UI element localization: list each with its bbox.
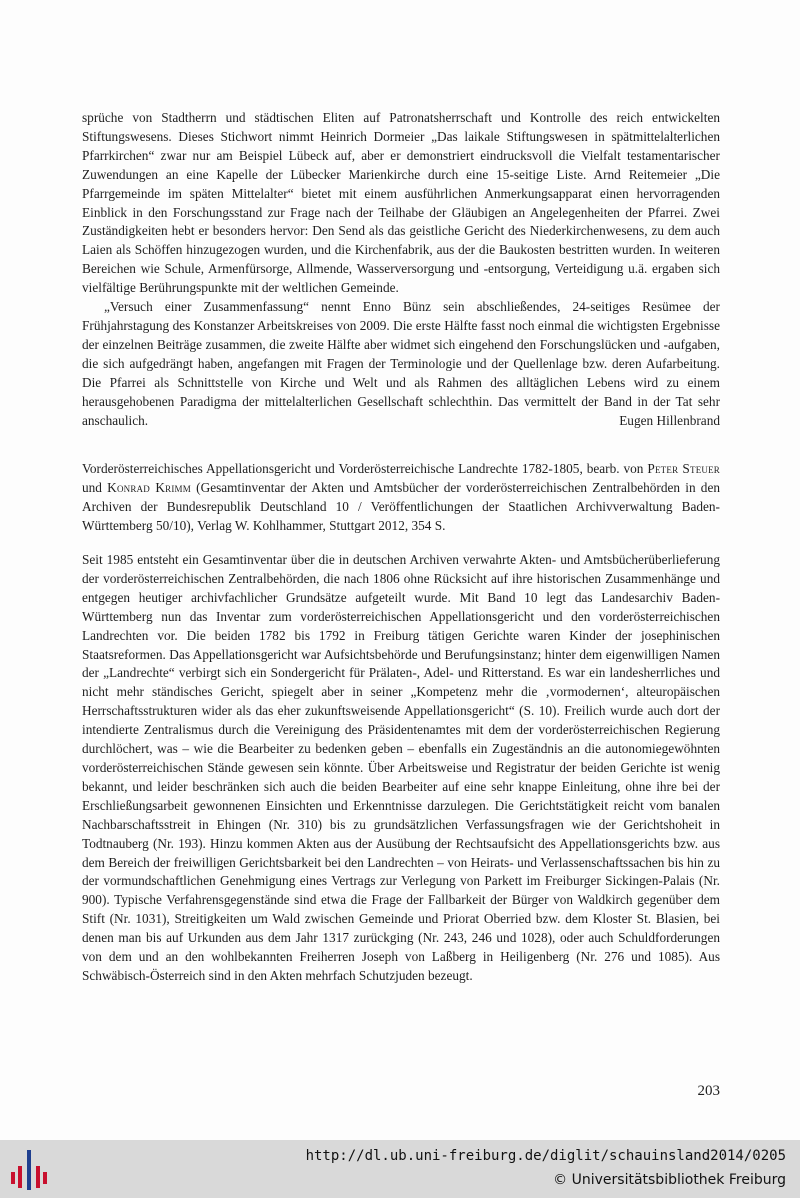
viewer-footer bbox=[0, 1140, 800, 1198]
page-number: 203 bbox=[697, 1083, 720, 1099]
paragraph-2: „Versuch einer Zusammenfassung“ nennt Enno Bünz sein abschließendes, 24-seitiges Resümee der Frühjahrstagung des Konstanzer Arbeitskreises von 2009. Die erste Hälfte fasst noch einmal die wichtigsten Ergebnisse der einzelnen Beiträge zusammen, die zweite Hälfte aber widmet sich eingehend den Forschungslücken und -aufgaben, die sich aufgedrängt haben, angefangen mit Fragen der Terminologie und der Quellenlage bzw. deren Aufarbeitung. Die Pfarrei als Schnittstelle von Kirche und Welt und als Rahmen des alltäglichen Lebens wird zu einem herausgehobenen Paradigma der mittelalterlichen Gesellschaft schlechthin. Das vermittelt der Band in der Tat sehr anschaulich. bbox=[82, 299, 720, 428]
citation-title: Vorderösterreichisches Appellationsgericht und Vorderösterreichische Landrechte 1782-1805, bearb. von bbox=[82, 461, 644, 476]
paragraph-1: sprüche von Stadtherrn und städtischen Eliten auf Patronatsherrschaft und Kontrolle des reich entwickelten Stiftungswesens. Dieses Stichwort nimmt Heinrich Dormeier „Das laikale Stiftungswesen in spätmittelalterlichen Pfarrkirchen“ zwar nur am Beispiel Lübeck auf, aber er demonstriert eindrucksvoll die Vielfalt testamentarischer Zuwendungen an eine Kapelle der Lübecker Marienkirche durch eine 15-seitige Liste. Arnd Reitemeier „Die Pfarrgemeinde im späten Mittelalter“ bietet mit einem ausführlichen Anmerkungsapparat einen hervorragenden Einblick in den Forschungsstand zur Frage nach der Teilhabe der Gläubigen an Angelegenheiten der Pfarrei. Zwei Zuständigkeiten hebt er besonders hervor: Den Send als das geistliche Gericht des Niederkirchenwesens, zu dem auch Laien als Schöffen hinzugezogen wurden, und die Kirchenfabrik, aus der die Baukosten bestritten wurden. In weiteren Bereichen wie Schule, Armenfürsorge, Allmende, Wasserversorgung und -entsorgung, Verteidigung u.ä. ergaben sich vielfältige Berührungspunkte mit der weltlichen Gemeinde. bbox=[82, 110, 720, 296]
document-url-link[interactable]: http://dl.ub.uni-freiburg.de/diglit/schauinsland2014/0205 bbox=[305, 1148, 786, 1164]
copyright-notice: © Universitätsbibliothek Freiburg bbox=[553, 1172, 786, 1188]
section-intro bbox=[82, 109, 720, 430]
ub-freiburg-logo-icon[interactable] bbox=[8, 1146, 50, 1192]
review-body bbox=[82, 551, 720, 986]
review-paragraph: Seit 1985 entsteht ein Gesamtinventar über die in deutschen Archiven verwahrte Akten- und Amtsbücherüberlieferung der vorderösterreichischen Zentralbehörden, die nach 1806 ohne Rücksicht auf ihre historischen Zusammenhänge und entgegen heutiger archivfachlicher Grundsätze aufgeteilt wurde. Mit Band 10 legt das Landesarchiv Baden-Württemberg nun das Inventar zum vorderösterreichischen Appellationsgericht und den vorderösterreichischen Landrechten vor. Die beiden 1782 bis 1792 in Freiburg tätigen Gerichte waren Kinder der josephinischen Staatsreformen. Das Appellationsgericht war Aufsichtsbehörde und Berufungsinstanz; hinter dem eigenwilligen Namen der „Landrechte“ verbirgt sich ein Sondergericht für Prälaten-, Adel- und Ritterstand. Es war ein landesherrliches und nicht mehr ständisches Gericht, spiegelt aber in seiner „Kompetenz mehr die ‚vormodernen‘, alteuropäischen Herrschaftsstrukturen wider als das eher zukunftsweisende Appellationsgericht“ (S. 10). Freilich wurde auch dort der intendierte Zentralismus durch die Vereinigung des Präsidentenamtes mit dem der vorderösterreichischen Regierung durchlöchert, was – wie die Bearbeiter zu bedenken geben – ebenfalls ein Zugeständnis an die autonomiegewöhnten vorderösterreichischen Stände gewesen sein könnte. Über Arbeitsweise und Registratur der beiden Gerichte ist wenig bekannt, und leider beschränken sich auch die beiden Bearbeiter auf eine sehr knappe Einleitung, ohne ihre bei der Erschließungsarbeit gewonnenen Einsichten und Erkenntnisse darzulegen. Die Gerichtstätigkeit reicht vom banalen Nachbarschaftsstreit in Ehingen (Nr. 310) bis zu grundsätzlichen Verfassungsfragen wie der Gerichtshoheit in Todtnauberg (Nr. 193). Hinzu kommen Akten aus der Ausübung der Rechtsaufsicht des Appellationsgerichts bzw. aus dem Bereich der freiwilligen Gerichtsbarkeit bei den Landrechten – von Heirats- und Verlassenschaftssachen bis hin zu der vormundschaftlichen Genehmigung eines Vertrags zur Verlegung von Parkett im Freiburger Sickingen-Palais (Nr. 900). Typische Verfahrensgegenstände sind etwa die Frage der Fallbarkeit der Bürger von Waldkirch gegenüber dem Stift (Nr. 1031), Streitigkeiten um Wald zwischen Gemeinde und Priorat Oberried bzw. dem Kloster St. Blasien, bei denen man bis auf Urkunden aus dem Jahr 1317 zurückging (Nr. 243, 246 und 1028), oder auch Schuldforderungen von dem und an den wohlbekannten Freiherren Joseph von Laßberg in Heiligenberg (Nr. 276 und 1085). Aus Schwäbisch-Österreich sind in den Akten mehrfach Schutzjuden bezeugt. bbox=[82, 552, 720, 983]
paragraph-2-wrapper bbox=[82, 298, 720, 430]
citation-author-1: Peter Steuer bbox=[647, 461, 720, 476]
citation-author-2: Konrad Krimm bbox=[107, 480, 191, 495]
review-citation bbox=[82, 459, 720, 535]
reviewer-signature: Eugen Hillenbrand bbox=[619, 412, 720, 428]
citation-und: und bbox=[82, 480, 102, 495]
citation-series: (Gesamtinventar der Akten und Amtsbücher der vorderösterreichischen Zentralbehörden in den Archiven der Bundesrepublik Deutschland 10 / Veröffentlichungen der Staatlichen Archivverwaltung Baden-Württemberg 50/10), Verlag W. Kohlhammer, Stuttgart 2012, 354 S. bbox=[82, 480, 720, 533]
